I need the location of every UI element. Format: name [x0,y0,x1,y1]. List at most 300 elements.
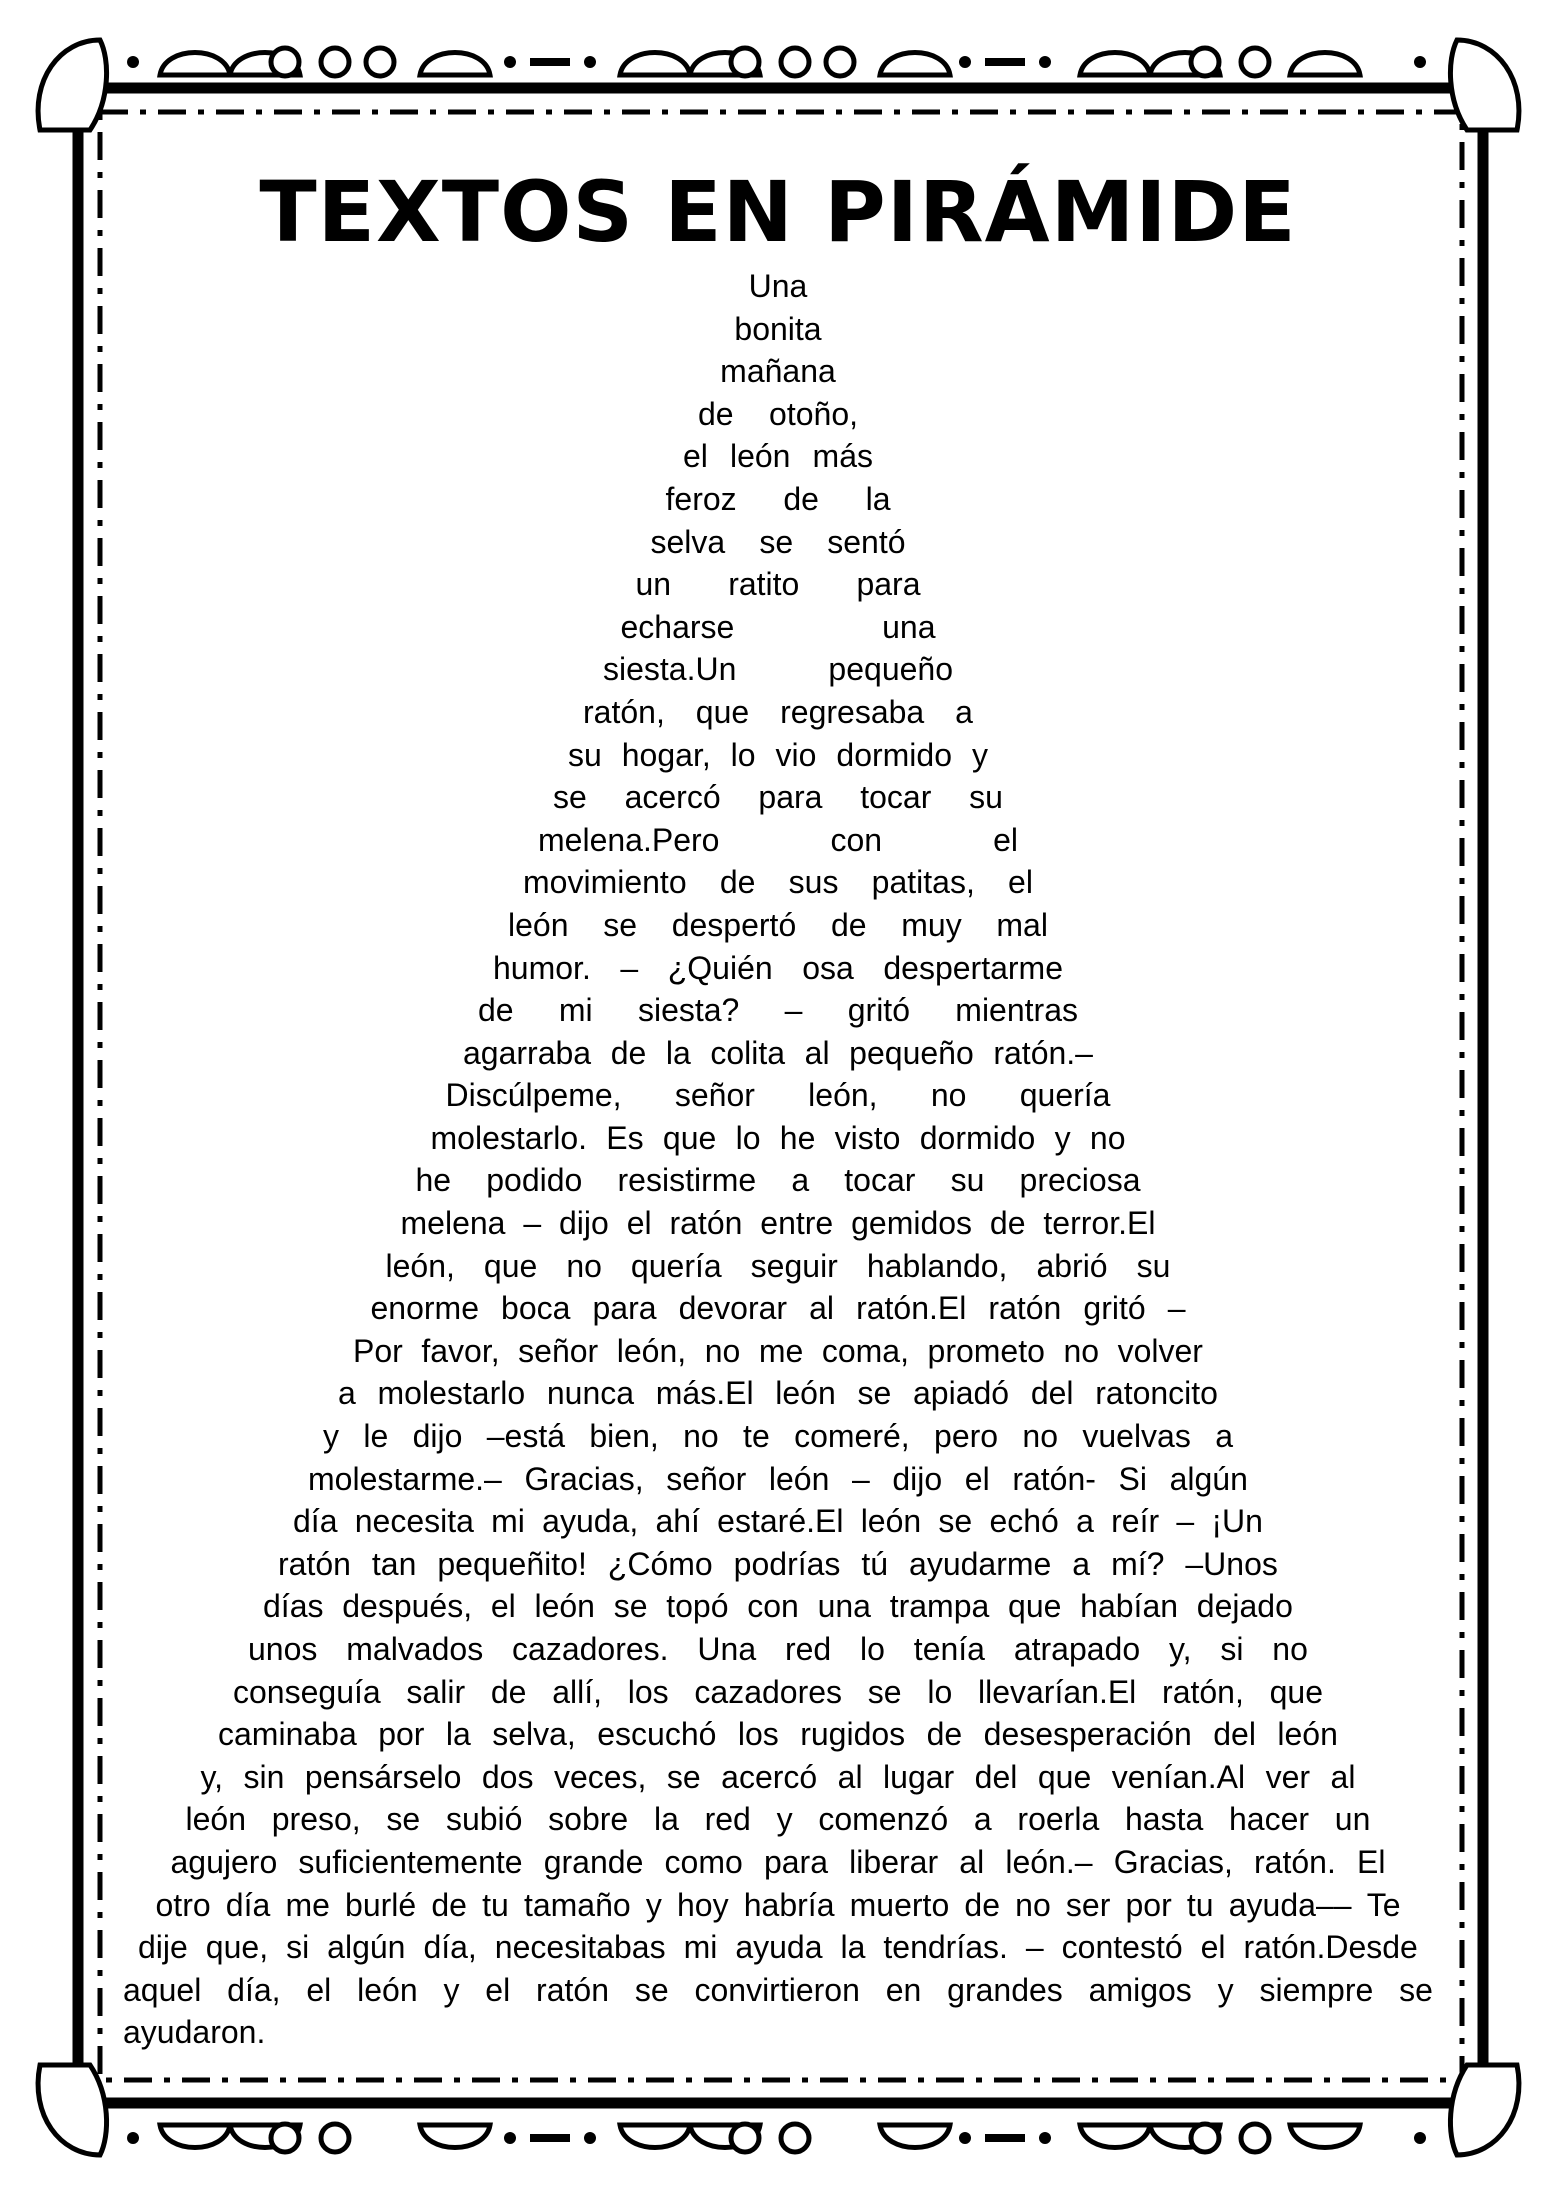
pyramid-word: allí, [552,1673,602,1710]
pyramid-word: humor. [493,949,591,986]
pyramid-word: y [443,1971,460,2008]
pyramid-word: se [613,1588,648,1625]
pyramid-word: favor, [421,1332,500,1369]
pyramid-word: quería [630,1247,722,1284]
pyramid-line [523,861,1033,904]
pyramid-word: coma, [821,1332,909,1369]
pyramid-word: mientras [955,992,1078,1029]
pyramid-word: la [653,1801,679,1838]
pyramid-word: bonita [734,310,822,347]
pyramid-word: león [534,1588,595,1625]
pyramid-word: desesperación [983,1716,1192,1753]
pyramid-word: ratón.– [993,1034,1093,1071]
pyramid-line [698,393,858,436]
pyramid-word: león, [385,1247,455,1284]
pyramid-line [666,478,891,521]
pyramid-word: tocar [860,779,932,816]
pyramid-line [553,776,1003,819]
pyramid-word: mañana [720,353,836,390]
pyramid-word: con [830,821,883,858]
pyramid-word: si [286,1929,310,1966]
pyramid-word: Por [353,1332,403,1369]
pyramid-word: sin [243,1758,285,1795]
pyramid-word: que [1037,1758,1092,1795]
pyramid-word: día [293,1503,338,1540]
pyramid-line [508,904,1048,947]
pyramid-word: unos [248,1631,318,1667]
pyramid-word: su [1136,1247,1171,1284]
pyramid-word: se [553,779,587,816]
pyramid-word: molestarlo [377,1375,526,1412]
pyramid-word: días [263,1588,324,1625]
pyramid-word: te [743,1418,770,1455]
pyramid-line [621,606,936,649]
pyramid-line [636,563,921,606]
pyramid-word: – [523,1205,542,1242]
pyramid-word: gritó [1083,1290,1146,1327]
pyramid-word: león [775,1375,836,1412]
pyramid-word: boca [501,1290,571,1327]
pyramid-word: no [1063,1332,1100,1369]
pyramid-word: Te [1366,1886,1401,1923]
pyramid-word: escuchó [597,1716,717,1753]
pyramid-word: contestó [1061,1929,1183,1966]
pyramid-word: ratón- [1012,1460,1096,1497]
pyramid-word: caminaba [218,1716,357,1753]
pyramid-word: por [1125,1886,1172,1923]
pyramid-word: para [763,1843,828,1880]
pyramid-word: algún [327,1929,406,1966]
pyramid-word: no [930,1077,967,1114]
pyramid-word: de [926,1716,963,1753]
pyramid-word: burlé [345,1886,417,1923]
pyramid-line [218,1713,1338,1756]
pyramid-word: selva, [492,1716,576,1753]
pyramid-word: selva [650,523,726,560]
pyramid-word: habían [1080,1588,1179,1625]
pyramid-word: ¿Quién [667,949,773,986]
pyramid-word: necesita [354,1503,474,1540]
pyramid-line [493,947,1063,990]
pyramid-word: un [635,566,672,603]
pyramid-word: el [683,438,708,475]
pyramid-word: león [1277,1716,1338,1753]
pyramid-word: ratón [536,1971,609,2008]
pyramid-line [123,1969,1433,2012]
pyramid-word: hacer [1228,1801,1310,1838]
pyramid-word: de [478,992,514,1029]
pyramid-word: no [566,1247,602,1284]
pyramid-word: león, [808,1077,878,1114]
pyramid-word: podrías [733,1545,841,1582]
pyramid-word: feroz [665,480,737,517]
pyramid-line [186,1798,1371,1841]
pyramid-word: no [1015,1886,1051,1923]
pyramid-word: ayudarme [909,1545,1052,1582]
pyramid-word: – [620,949,639,986]
pyramid-line [338,1372,1218,1415]
pyramid-word: Gracias, [1113,1843,1233,1880]
pyramid-word: que, [205,1929,269,1966]
pyramid-word: el [626,1205,652,1242]
pyramid-word: siempre [1259,1971,1374,2008]
pyramid-word: un [1334,1801,1371,1838]
pyramid-word: león, [616,1332,687,1369]
pyramid-word: ayuda–– [1228,1886,1352,1923]
pyramid-word: los [737,1716,779,1753]
pyramid-word: en [885,1971,922,2008]
pyramid-word: para [758,779,823,816]
pyramid-word: rugidos [800,1716,906,1753]
pyramid-word: y [1054,1119,1071,1156]
pyramid-word: de [989,1205,1026,1242]
pyramid-word: el [490,1588,516,1625]
pyramid-word: agujero [170,1843,278,1880]
pyramid-word: comenzó [818,1801,949,1838]
pyramid-word: bien, [589,1418,659,1455]
pyramid-word: tenía [913,1631,985,1667]
pyramid-word: lo [927,1673,953,1710]
pyramid-word: tendrías. [883,1929,1008,1966]
pyramid-word: he [415,1162,452,1199]
pyramid-word: sentó [827,523,906,560]
pyramid-word: al [809,1290,835,1327]
pyramid-word: no [1089,1119,1126,1156]
pyramid-word: veces, [553,1758,647,1795]
pyramid-line [651,521,906,564]
pyramid-word: tamaño [523,1886,631,1923]
pyramid-word: movimiento [523,864,687,901]
worksheet-content [110,150,1446,2050]
pyramid-word: y [323,1418,339,1455]
pyramid-word: dormido [836,736,952,773]
pyramid-word: conseguía [233,1673,381,1710]
pyramid-word: Gracias, [524,1460,644,1497]
pyramid-word: su [969,779,1003,816]
pyramid-word: trampa [889,1588,990,1625]
pyramid-word: el [1008,864,1033,901]
pyramid-line [123,2011,1433,2054]
pyramid-word: de [964,1886,1000,1923]
pyramid-word: que [1269,1673,1323,1710]
pyramid-word: –Unos [1185,1545,1278,1582]
pyramid-word: muerto [849,1886,950,1923]
pyramid-word: y, [200,1758,224,1795]
pyramid-line [728,308,828,351]
pyramid-word: se [867,1673,902,1710]
pyramid-word: hablando, [866,1247,1008,1284]
pyramid-word: y [776,1801,793,1838]
pyramid-word: le [363,1418,389,1455]
pyramid-word: vio [775,736,817,773]
pyramid-word: pequeñito! [437,1545,587,1582]
pyramid-word: al [1330,1758,1356,1795]
pyramid-word: león [729,438,791,475]
pyramid-word: mi [491,1503,525,1540]
pyramid-word: señor [518,1332,599,1369]
pyramid-line [713,350,843,393]
pyramid-word: los [627,1673,669,1710]
pyramid-word: – [1167,1290,1186,1327]
pyramid-word: no [1022,1418,1058,1455]
pyramid-word: Si [1118,1460,1147,1497]
pyramid-line [603,648,953,691]
pyramid-word: a [955,693,973,730]
pyramid-word: no [704,1332,741,1369]
pyramid-word: se [938,1503,973,1540]
pyramid-word: ratón, [583,693,665,730]
pyramid-word: tú [861,1545,889,1582]
pyramid-word: siesta.Un [603,651,737,688]
pyramid-word: echarse [620,608,735,645]
pyramid-word: siesta? [637,992,740,1029]
pyramid-word: agarraba [463,1034,592,1071]
pyramid-word: mi [683,1929,718,1966]
pyramid-word: tan [371,1545,417,1582]
pyramid-word: a [791,1162,810,1199]
pyramid-line [416,1159,1141,1202]
pyramid-word: vuelvas [1082,1418,1191,1455]
pyramid-word: ayuda, [542,1503,639,1540]
pyramid-word: una [817,1588,871,1625]
pyramid-word: con [747,1588,799,1625]
pyramid-word: otoño, [769,395,858,432]
pyramid-word: enorme [370,1290,479,1327]
pyramid-line [538,819,1018,862]
pyramid-word: seguir [750,1247,838,1284]
pyramid-line [371,1287,1186,1330]
pyramid-word: de [490,1673,527,1710]
pyramid-line [308,1458,1248,1501]
pyramid-word: león [508,906,569,943]
pyramid-word: ratón. [1254,1843,1336,1880]
pyramid-word: si [1220,1631,1244,1667]
pyramid-word: león.– [1005,1843,1093,1880]
pyramid-word: ser [1065,1886,1111,1923]
pyramid-word: lugar [883,1758,955,1795]
pyramid-word: que [695,693,750,730]
pyramid-word: malvados [346,1631,484,1667]
pyramid-text [110,265,1446,2054]
pyramid-line [446,1074,1111,1117]
pyramid-word: melena.Pero [538,821,720,858]
pyramid-word: al [837,1758,863,1795]
pyramid-word: suficientemente [298,1843,523,1880]
pyramid-line [401,1202,1156,1245]
pyramid-word: grandes [947,1971,1063,2008]
pyramid-word: mal [996,906,1048,943]
pyramid-word: melena [400,1205,506,1242]
pyramid-word: por [378,1716,425,1753]
pyramid-word: habría [743,1886,835,1923]
pyramid-word: tu [1186,1886,1214,1923]
pyramid-word: sus [788,864,839,901]
pyramid-word: de [719,864,756,901]
pyramid-word: red [784,1631,832,1667]
pyramid-word: a [1215,1418,1233,1455]
pyramid-word: Es [606,1119,644,1156]
pyramid-word: para [592,1290,657,1327]
pyramid-word: acercó [624,779,721,816]
pyramid-word: echó [989,1503,1059,1540]
pyramid-word: ratón [278,1545,351,1582]
pyramid-word: molestarlo. [430,1119,587,1156]
pyramid-word: – [1176,1503,1195,1540]
pyramid-word: día, [227,1971,281,2008]
pyramid-word: más.El [655,1375,754,1412]
pyramid-line [248,1628,1308,1671]
pyramid-word: día [225,1886,271,1923]
pyramid-word: Discúlpeme, [445,1077,622,1114]
pyramid-word: pequeño [828,651,953,688]
pyramid-word: dejado [1196,1588,1293,1625]
pyramid-word: despertarme [883,949,1063,986]
pyramid-word: grande [543,1843,644,1880]
pyramid-word: regresaba [780,693,925,730]
pyramid-word: sobre [548,1801,629,1838]
pyramid-word: hasta [1124,1801,1204,1838]
pyramid-word: llevarían.El [977,1673,1137,1710]
pyramid-word: patitas, [871,864,975,901]
pyramid-word: muy [901,906,962,943]
pyramid-word: de [698,395,734,432]
pyramid-word: de [783,480,819,517]
pyramid-word: ayuda [735,1929,823,1966]
pyramid-word: señor [674,1077,755,1114]
pyramid-word: entre [760,1205,834,1242]
pyramid-word: molestarme.– [308,1460,502,1497]
pyramid-word: ayudaron. [123,2014,266,2051]
pyramid-word: – [851,1460,870,1497]
pyramid-word: el [485,1971,511,2008]
pyramid-word: salir [406,1673,466,1710]
pyramid-line [683,435,873,478]
pyramid-word: león [185,1801,246,1838]
pyramid-word: topó [666,1588,729,1625]
pyramid-word: –está [486,1418,566,1455]
pyramid-word: resistirme [617,1162,757,1199]
pyramid-word: mí? [1111,1545,1165,1582]
pyramid-word: dijo [412,1418,463,1455]
pyramid-word: no [1272,1631,1308,1667]
pyramid-word: y [1217,1971,1234,2008]
pyramid-word: a [338,1375,356,1412]
pyramid-word: se [759,523,794,560]
pyramid-word: el [306,1971,332,2008]
pyramid-word: ratón [669,1205,743,1242]
pyramid-line [463,1032,1093,1075]
pyramid-word: – [784,992,803,1029]
pyramid-word: se [1399,1971,1433,2008]
pyramid-word: de [431,1886,467,1923]
pyramid-word: tocar [844,1162,916,1199]
pyramid-word: su [950,1162,985,1199]
pyramid-word: león [357,1971,418,2008]
pyramid-word: del [1213,1716,1256,1753]
pyramid-word: día, [423,1929,477,1966]
pyramid-word: – [1025,1929,1044,1966]
pyramid-word: y, [1168,1631,1192,1667]
pyramid-word: abrió [1036,1247,1108,1284]
pyramid-word: me [758,1332,804,1369]
pyramid-word: se [857,1375,892,1412]
pyramid-line [353,1330,1203,1373]
pyramid-word: de [610,1034,647,1071]
page-title: TEXTOS EN PIRÁMIDE [259,163,1297,261]
pyramid-word: la [840,1929,866,1966]
pyramid-word: a [1076,1503,1094,1540]
pyramid-word: dormido [919,1119,1036,1156]
pyramid-word: quería [1019,1077,1111,1114]
pyramid-word: cazadores. [512,1631,669,1667]
pyramid-line [263,1585,1293,1628]
pyramid-word: ahí [655,1503,700,1540]
pyramid-word: más [812,438,873,475]
pyramid-word: del [974,1758,1018,1795]
pyramid-word: podido [486,1162,583,1199]
pyramid-word: algún [1169,1460,1248,1497]
pyramid-word: que [1008,1588,1062,1625]
pyramid-word: se [666,1758,701,1795]
pyramid-word: que [662,1119,717,1156]
pyramid-word: a [1072,1545,1091,1582]
pyramid-word: lo [860,1631,885,1667]
pyramid-word: dijo [892,1460,943,1497]
pyramid-word: he [779,1119,816,1156]
pyramid-word: se [634,1971,669,2008]
pyramid-word: prometo [927,1332,1045,1369]
pyramid-word: apiadó [913,1375,1010,1412]
pyramid-line [171,1841,1386,1884]
pyramid-word: me [285,1886,330,1923]
pyramid-word: atrapado [1013,1631,1141,1667]
pyramid-word: ratón.El [856,1290,967,1327]
pyramid-word: dije [138,1929,188,1966]
pyramid-word: después, [342,1588,473,1625]
pyramid-word: ratito [728,566,800,603]
pyramid-word: cazadores [694,1673,843,1710]
pyramid-word: estaré.El [717,1503,844,1540]
pyramid-line [583,691,973,734]
pyramid-word: ratón [988,1290,1062,1327]
pyramid-word: gritó [847,992,910,1029]
pyramid-word: tu [482,1886,509,1923]
pyramid-word: pensárselo [304,1758,462,1795]
pyramid-word: despertó [671,906,797,943]
pyramid-word: como [664,1843,743,1880]
pyramid-word: león [768,1460,830,1497]
pyramid-word: y [645,1886,662,1923]
pyramid-word: ¡Un [1211,1503,1263,1540]
pyramid-word: colita [710,1034,786,1071]
pyramid-word: señor [666,1460,747,1497]
pyramid-word: la [445,1716,471,1753]
pyramid-line [201,1756,1356,1799]
pyramid-word: la [865,480,891,517]
pyramid-word: venían.Al [1111,1758,1246,1795]
pyramid-word: a [973,1801,992,1838]
pyramid-word: al [804,1034,830,1071]
pyramid-word: su [568,736,602,773]
pyramid-word: visto [834,1119,901,1156]
pyramid-word: dijo [559,1205,609,1242]
pyramid-word: otro [155,1886,211,1923]
pyramid-word: comeré, [794,1418,910,1455]
pyramid-word: ratoncito [1095,1375,1218,1412]
pyramid-word: y [971,736,988,773]
pyramid-word: león [860,1503,922,1540]
pyramid-word: se [386,1801,421,1838]
